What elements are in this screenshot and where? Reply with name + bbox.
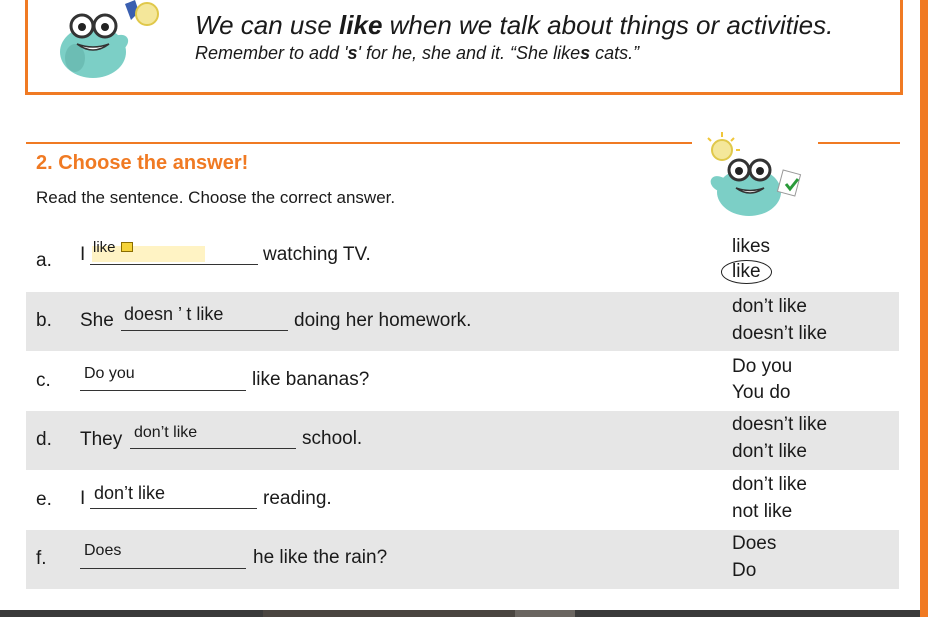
section-rule-left <box>26 142 692 144</box>
option-1[interactable]: Does <box>732 533 777 554</box>
answer-text: don’t like <box>134 424 198 441</box>
mascot-icon <box>55 0 170 82</box>
tip-note: Remember to add 's' for he, she and it. “She likes cats.” <box>195 43 640 63</box>
option-1[interactable]: don’t like <box>732 474 807 495</box>
sentence-after: watching TV. <box>263 244 371 265</box>
question-letter: a. <box>36 250 52 271</box>
answer-text: don’t like <box>94 483 166 503</box>
question-letter: e. <box>36 489 52 510</box>
option-1[interactable]: likes <box>732 236 771 257</box>
question-row-a <box>26 232 899 291</box>
section-title: 2. Choose the answer! <box>36 152 249 174</box>
option-2[interactable]: don’t like <box>732 441 807 462</box>
tip-heading: We can use like when we talk about things or activities. <box>195 10 834 40</box>
question-row-e <box>26 470 899 529</box>
sentence-after: school. <box>302 428 363 449</box>
right-accent-bar <box>920 0 928 617</box>
question-row-f <box>26 530 899 589</box>
sentence-after: like bananas? <box>252 369 370 390</box>
sentence-before: I <box>80 244 86 265</box>
option-1[interactable]: Do you <box>732 356 793 377</box>
sentence-before: She <box>80 310 114 331</box>
sentence-after: reading. <box>263 488 332 509</box>
question-letter: f. <box>36 548 47 569</box>
instructions: Read the sentence. Choose the correct answer. <box>36 188 396 207</box>
answer-text: doesn ’ t like <box>124 304 224 324</box>
option-2[interactable]: not like <box>732 501 793 522</box>
option-2[interactable]: You do <box>732 382 791 403</box>
question-letter: c. <box>36 370 51 391</box>
sentence-before: They <box>80 429 123 450</box>
section-rule-right <box>818 142 900 144</box>
sentence-after: he like the rain? <box>253 547 388 568</box>
question-letter: d. <box>36 429 52 450</box>
mascot-icon <box>704 150 804 220</box>
answer-text: Do you <box>84 365 135 382</box>
option-2[interactable]: like <box>721 260 772 284</box>
option-1[interactable]: don’t like <box>732 296 807 317</box>
bottom-bar <box>0 610 920 617</box>
answer-text: Does <box>84 542 122 559</box>
option-1[interactable]: doesn’t like <box>732 414 828 435</box>
answer-text: like <box>93 239 116 256</box>
option-2[interactable]: doesn’t like <box>732 323 828 344</box>
question-row-c <box>26 352 899 411</box>
sentence-after: doing her homework. <box>294 310 472 331</box>
question-row-b <box>26 292 899 351</box>
option-2[interactable]: Do <box>732 560 757 581</box>
question-letter: b. <box>36 310 52 331</box>
question-row-d <box>26 411 899 470</box>
comment-flag-icon[interactable] <box>121 242 133 252</box>
sentence-before: I <box>80 488 86 509</box>
